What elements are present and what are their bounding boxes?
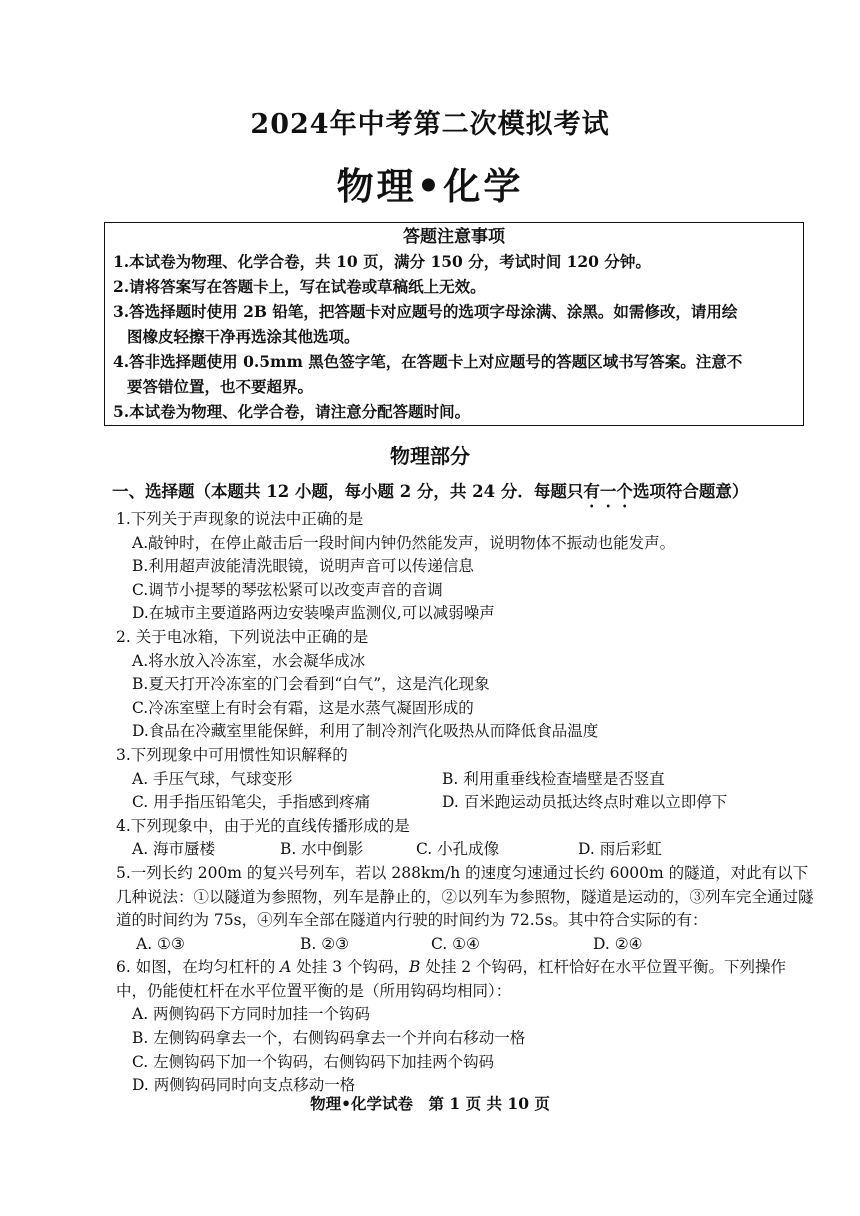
question-3-option-b: B. 利用重垂线检查墙壁是否竖直	[442, 769, 665, 788]
question-4-option-c: C. 小孔成像	[416, 840, 500, 859]
question-3-options-row	[116, 791, 816, 815]
question-4-option-a: A. 海市蜃楼	[132, 840, 216, 859]
question-4-option-b: B. 水中倒影	[280, 840, 364, 859]
notice-item: 3.答选择题时使用 2B 铅笔，把答题卡对应题号的选项字母涂满、涂黑。如需修改，请用绘	[113, 302, 738, 321]
section-heading-emphasis: 有一个	[583, 482, 633, 501]
question-list	[116, 508, 816, 1098]
notice-item: 2.请将答案写在答题卡上，写在试卷或草稿纸上无效。	[113, 277, 486, 296]
notice-box	[104, 222, 804, 426]
question-6-stem-prefix: 6. 如图，在均匀杠杆的	[116, 958, 281, 977]
question-3-options-row	[116, 768, 816, 792]
question-6-stem-suffix: 处挂 2 个钩码，杠杆恰好在水平位置平衡。下列操作中，仍能使杠杆在水平位置平衡的是（所用钩码均相同）：	[116, 958, 787, 1000]
notice-item: 4.答非选择题使用 0.5mm 黑色签字笔，在答题卡上对应题号的答题区域书写答案。注意不	[113, 352, 743, 371]
question-4-stem: 4.下列现象中，由于光的直线传播形成的是	[116, 816, 410, 835]
question-4-options-row	[116, 838, 816, 862]
question-1-option-d: D.在城市主要道路两边安装噪声监测仪,可以减弱噪声	[132, 604, 495, 623]
question-3-option-c: C. 用手指压铅笔尖，手指感到疼痛	[132, 793, 371, 812]
question-5-stem: 5.一列长约 200m 的复兴号列车，若以 288km/h 的速度匀速通过长约 6000m 的隧道，对此有以下几种说法：①以隧道为参照物，列车是静止的，②以列车为参照物，隧道是运动的，③列车完全通过隧道的时间约为 75s，④列车全部在隧道内行驶的时间约为 72.5s。其中符合实际的有：	[116, 863, 814, 930]
section-heading-prefix: 一、选择题（本题共 12 小题，每小题 2 分，共 24 分．每题只	[112, 482, 584, 501]
question-5-option-a: A. ①③	[136, 934, 185, 953]
question-3-option-d: D. 百米跑运动员抵达终点时难以立即停下	[442, 793, 728, 812]
question-2-option-d: D.食品在冷藏室里能保鲜，利用了制冷剂汽化吸热从而降低食品温度	[132, 722, 599, 741]
question-2-option-a: A.将水放入冷冻室，水会凝华成冰	[132, 651, 366, 670]
section-title: 物理部分	[390, 444, 470, 468]
notice-title: 答题注意事项	[403, 227, 505, 247]
question-1-option-b: B.利用超声波能清洗眼镜，说明声音可以传递信息	[132, 557, 474, 576]
question-6-option-c: C. 左侧钩码下加一个钩码，右侧钩码下加挂两个钩码	[132, 1052, 495, 1071]
question-5-option-c: C. ①④	[431, 934, 480, 953]
lever-point-b-label: B	[409, 958, 421, 977]
question-3-option-a: A. 手压气球，气球变形	[132, 769, 293, 788]
question-6-stem	[116, 956, 816, 1003]
question-1-option-a: A.敲钟时，在停止敲击后一段时间内钟仍然能发声，说明物体不振动也能发声。	[132, 533, 676, 552]
notice-item: 1.本试卷为物理、化学合卷，共 10 页，满分 150 分，考试时间 120 分钟。	[113, 252, 651, 271]
question-5-option-d: D. ②④	[593, 934, 643, 953]
question-1-option-c: C.调节小提琴的琴弦松紧可以改变声音的音调	[132, 580, 443, 599]
section-heading	[112, 478, 832, 511]
lever-point-a-label: A	[280, 958, 292, 977]
notice-item: 图橡皮轻擦干净再选涂其他选项。	[127, 327, 360, 346]
question-2-option-b: B.夏天打开冷冻室的门会看到“白气”，这是汽化现象	[132, 675, 490, 694]
question-4-option-d: D. 雨后彩虹	[578, 840, 662, 859]
notice-item: 要答错位置，也不要超界。	[127, 377, 314, 396]
notice-item: 5.本试卷为物理、化学合卷，请注意分配答题时间。	[113, 402, 471, 421]
question-5-option-b: B. ②③	[300, 934, 350, 953]
question-6-option-d: D. 两侧钩码同时向支点移动一格	[132, 1076, 356, 1095]
question-3-stem: 3.下列现象中可用惯性知识解释的	[116, 745, 348, 764]
exam-subtitle: 物理•化学	[336, 164, 524, 208]
question-2-option-c: C.冷冻室壁上有时会有霜，这是水蒸气凝固形成的	[132, 698, 474, 717]
question-1-stem: 1.下列关于声现象的说法中正确的是	[116, 510, 364, 528]
page-footer: 物理•化学试卷 第 1 页 共 10 页	[310, 1094, 550, 1113]
exam-title: 2024年中考第二次模拟考试	[250, 109, 610, 140]
question-6-stem-mid: 处挂 3 个钩码，	[291, 958, 410, 977]
question-6-option-b: B. 左侧钩码拿去一个，右侧钩码拿去一个并向右移动一格	[132, 1029, 526, 1048]
question-2-stem: 2. 关于电冰箱，下列说法中正确的是	[116, 627, 369, 646]
question-5-options-row	[116, 933, 816, 957]
question-6-option-a: A. 两侧钩码下方同时加挂一个钩码	[132, 1005, 371, 1024]
section-heading-suffix: 选项符合题意）	[632, 482, 749, 501]
